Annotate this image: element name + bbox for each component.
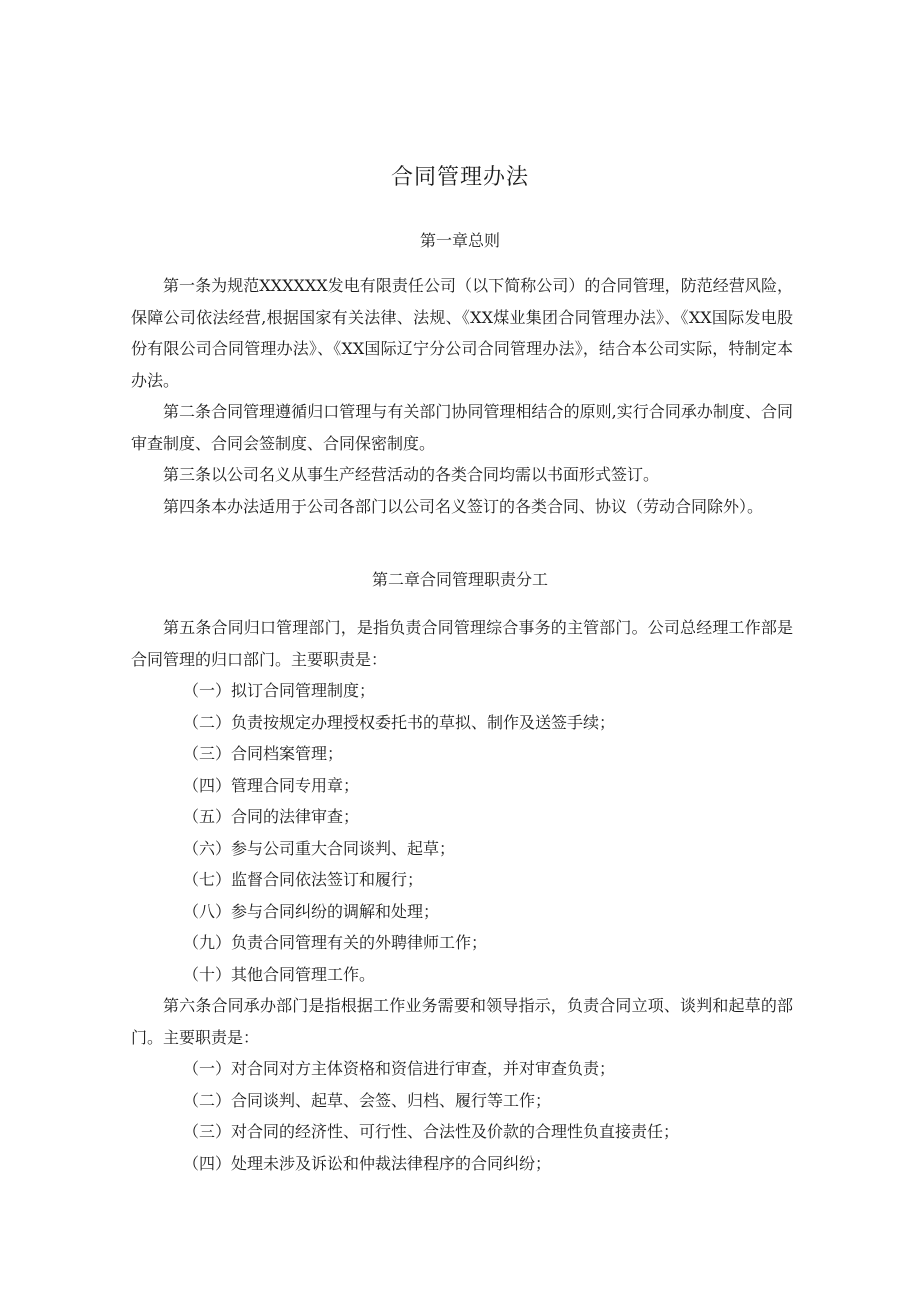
article-2: 第二条合同管理遵循归口管理与有关部门协同管理相结合的原则,实行合同承办制度、合同审查制度、合同会签制度、合同保密制度。 <box>131 402 793 453</box>
article-5-item-9: （九）负责合同管理有关的外聘律师工作； <box>183 933 488 952</box>
article-4: 第四条本办法适用于公司各部门以公司名义签订的各类合同、协议（劳动合同除外）。 <box>163 496 764 516</box>
article-5-item-3: （三）合同档案管理； <box>183 744 344 763</box>
article-5-item-2: （二）负责按规定办理授权委托书的草拟、制作及送签手续； <box>183 712 616 732</box>
article-5-item-8: （八）参与合同纠纷的调解和处理； <box>183 901 440 921</box>
article-5-item-7: （七）监督合同依法签订和履行； <box>183 870 424 889</box>
chapter-1-body <box>131 270 793 522</box>
article-6-item-3: （三）对合同的经济性、可行性、合法性及价款的合理性负直接责任； <box>183 1122 680 1141</box>
article-1: 第一条为规范XXXXXX发电有限责任公司（以下简称公司）的合同管理，防范经营风险，保障公司依法经营,根据国家有关法律、法规、《XX煤业集团合同管理办法》、《XX国际发电股份有限公司合同管理办法》、《XX国际辽宁分公司合同管理办法》，结合本公司实际，特制定本办法。 <box>131 276 793 390</box>
article-5-item-4: （四）管理合同专用章； <box>183 775 360 795</box>
chapter-1-heading: 第一章总则 <box>419 231 500 250</box>
article-5: 第五条合同归口管理部门，是指负责合同管理综合事务的主管部门。公司总经理工作部是合同管理的归口部门。主要职责是： <box>131 618 793 669</box>
article-5-item-5: （五）合同的法律审查； <box>183 807 360 826</box>
chapter-2-heading: 第二章合同管理职责分工 <box>371 570 548 589</box>
document-title: 合同管理办法 <box>390 165 529 190</box>
article-6: 第六条合同承办部门是指根据工作业务需要和领导指示，负责合同立项、谈判和起草的部门。主要职责是： <box>131 996 793 1047</box>
article-6-item-1: （一）对合同对方主体资格和资信进行审查，并对审查负责； <box>183 1059 616 1078</box>
article-5-item-1: （一）拟订合同管理制度； <box>183 681 376 700</box>
article-6-item-4: （四）处理未涉及诉讼和仲裁法律程序的合同纠纷； <box>183 1153 552 1173</box>
article-5-item-10: （十）其他合同管理工作。 <box>183 964 376 984</box>
article-3: 第三条以公司名义从事生产经营活动的各类合同均需以书面形式签订。 <box>163 465 660 484</box>
article-6-item-2: （二）合同谈判、起草、会签、归档、履行等工作； <box>183 1090 552 1110</box>
chapter-2-body <box>131 612 793 1179</box>
article-5-item-6: （六）参与公司重大合同谈判、起草； <box>183 838 456 858</box>
